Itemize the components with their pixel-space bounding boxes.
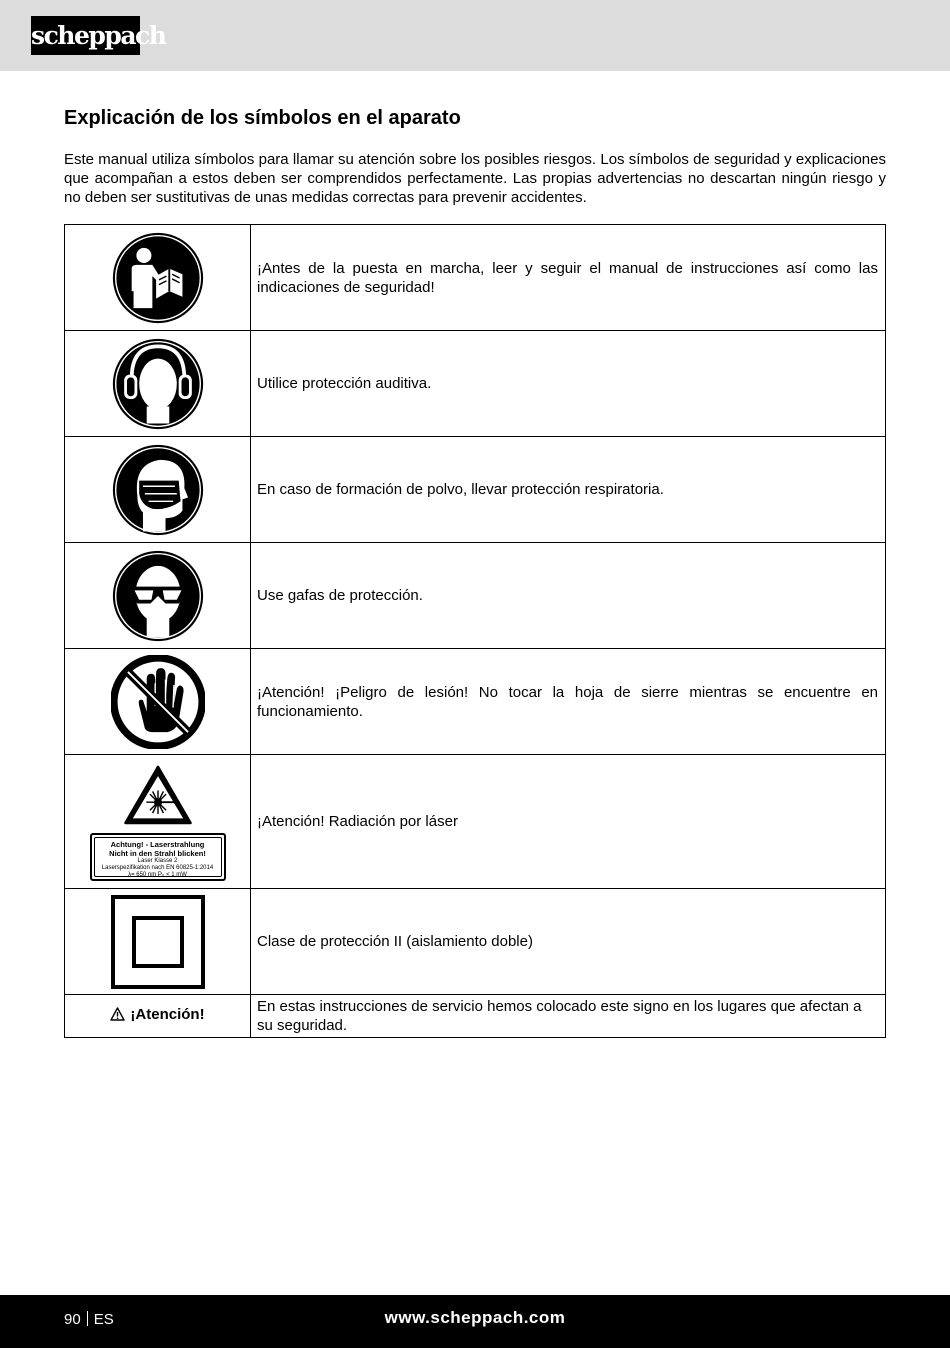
symbol-description: ¡Atención! ¡Peligro de lesión! No tocar la hoja de sierre mientras se encuentre en funcionamiento. bbox=[251, 649, 886, 755]
symbols-table bbox=[64, 224, 886, 1038]
symbol-description: Utilice protección auditiva. bbox=[251, 331, 886, 437]
symbol-cell bbox=[65, 331, 251, 437]
intro-paragraph: Este manual utiliza símbolos para llamar su atención sobre los posibles riesgos. Los símbolos de seguridad y explicaciones que acompañan a estos deben ser comprendidos perfectamente. Las propias advertencias no descartan ningún riesgo y no deben ser sustitutivas de unas medidas correctas para prevenir accidentes. bbox=[64, 151, 886, 206]
symbol-cell bbox=[65, 437, 251, 543]
read-manual-icon bbox=[111, 231, 205, 325]
attention-text: ¡Atención! bbox=[130, 1005, 205, 1023]
symbol-description: Use gafas de protección. bbox=[251, 543, 886, 649]
no-touch-hand-icon bbox=[111, 655, 205, 749]
laser-label-line: Laserspezifikation nach EN 60825-1:2014 bbox=[101, 864, 214, 871]
table-row bbox=[65, 649, 886, 755]
language-code: ES bbox=[93, 1311, 114, 1328]
table-row bbox=[65, 331, 886, 437]
symbol-description: ¡Antes de la puesta en marcha, leer y seguir el manual de instrucciones así como las indicaciones de seguridad! bbox=[251, 225, 886, 331]
laser-label-line: Nicht in den Strahl blicken! bbox=[109, 848, 206, 858]
attention-cell bbox=[65, 995, 251, 1038]
symbol-cell bbox=[65, 755, 251, 889]
laser-label-line: λ= 650 nm P₀ < 1 mW bbox=[128, 871, 187, 878]
table-row bbox=[65, 225, 886, 331]
table-row bbox=[65, 437, 886, 543]
laser-label-line: Achtung! - Laserstrahlung bbox=[110, 839, 205, 849]
laser-class-label bbox=[90, 833, 226, 881]
symbol-cell bbox=[65, 889, 251, 995]
symbol-description: En caso de formación de polvo, llevar protección respiratoria. bbox=[251, 437, 886, 543]
page-header bbox=[0, 0, 950, 71]
warning-triangle-icon bbox=[110, 1007, 125, 1021]
scheppach-logo: scheppach bbox=[31, 16, 140, 55]
attention-description: En estas instrucciones de servicio hemos colocado este signo en los lugares que afectan a su seguridad. bbox=[251, 995, 886, 1038]
symbol-cell bbox=[65, 649, 251, 755]
laser-warning-icon bbox=[122, 763, 194, 827]
laser-label-line: Laser Klasse 2 bbox=[137, 857, 178, 864]
hearing-protection-icon bbox=[111, 337, 205, 431]
page-number: 90 ES bbox=[64, 1311, 114, 1328]
respiratory-protection-icon bbox=[111, 443, 205, 537]
table-row bbox=[65, 995, 886, 1038]
symbol-description: Clase de protección II (aislamiento doble) bbox=[251, 889, 886, 995]
table-row bbox=[65, 543, 886, 649]
symbol-cell bbox=[65, 225, 251, 331]
table-row bbox=[65, 755, 886, 889]
table-row bbox=[65, 889, 886, 995]
attention-label bbox=[110, 1006, 204, 1023]
page-footer bbox=[0, 1295, 950, 1348]
safety-glasses-icon bbox=[111, 549, 205, 643]
website-link[interactable]: www.scheppach.com bbox=[384, 1308, 566, 1327]
page-title: Explicación de los símbolos en el aparato bbox=[64, 107, 461, 129]
symbol-cell bbox=[65, 543, 251, 649]
double-insulation-icon bbox=[110, 894, 206, 990]
symbol-description: ¡Atención! Radiación por láser bbox=[251, 755, 886, 889]
